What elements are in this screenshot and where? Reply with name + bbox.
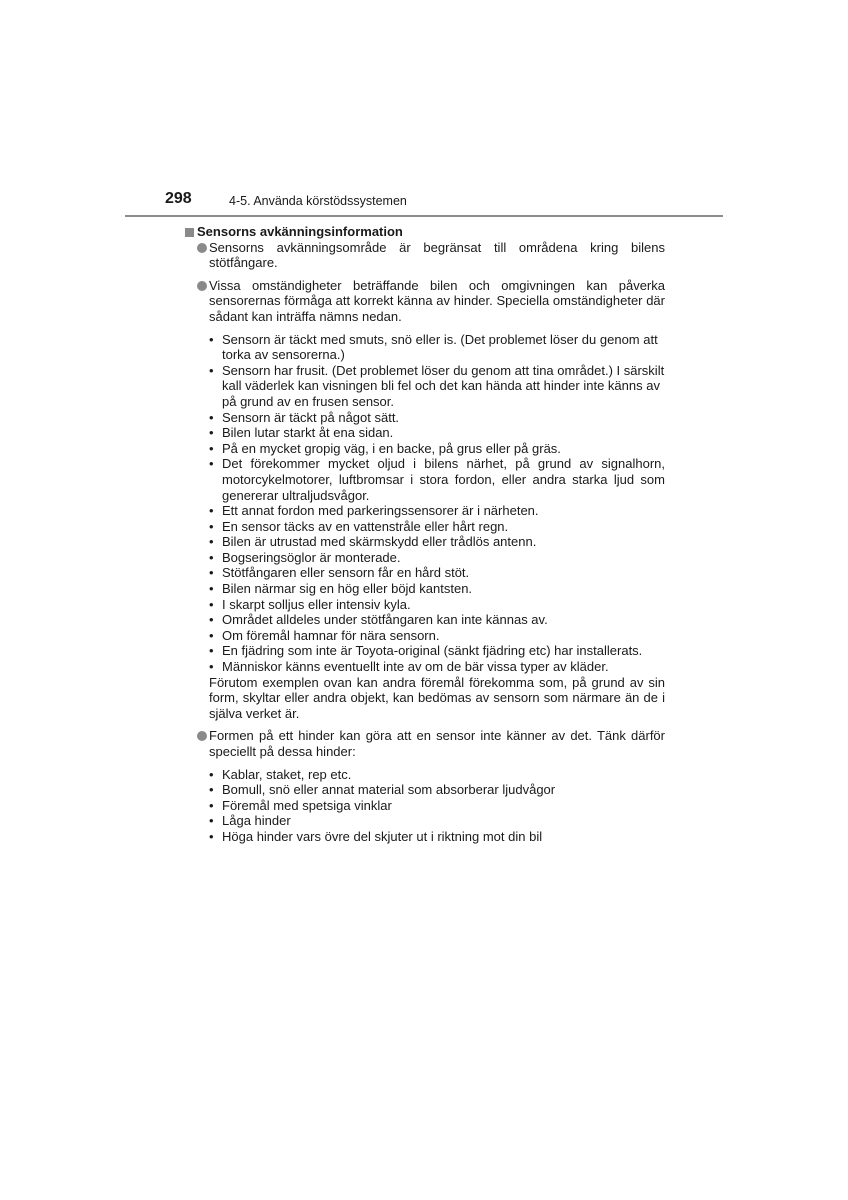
list-item: • Höga hinder vars övre del skjuter ut i riktning mot din bil	[209, 828, 543, 844]
square-bullet-icon	[185, 228, 194, 237]
dot-bullet-icon: •	[209, 425, 214, 441]
dot-bullet-icon: •	[209, 627, 214, 643]
dot-bullet-icon: •	[209, 612, 214, 628]
list-item: • Sensorn är täckt med smuts, snö eller is. (Det problemet löser du genom att torka av sensorerna.)	[209, 331, 658, 363]
dot-bullet-icon: •	[209, 565, 214, 581]
section-heading-text: Sensorns avkänningsinformation	[197, 224, 403, 239]
dot-bullet-icon: •	[209, 828, 214, 844]
circle-bullet-icon	[197, 731, 207, 741]
dot-bullet-icon: •	[209, 766, 214, 782]
page-number: 298	[165, 190, 192, 207]
list-item: • Bilen är utrustad med skärmskydd eller trådlös antenn.	[209, 534, 537, 550]
list-item: • Det förekommer mycket oljud i bilens närhet, på grund av signalhorn, motorcykelmotorer, luftbromsar i stora fordon, eller andra starka ljud som genererar ultraljudsvågor.	[209, 456, 665, 503]
list-item: • Om föremål hamnar för nära sensorn.	[209, 627, 440, 643]
list-item: • Människor känns eventuellt inte av om de bär vissa typer av kläder.	[209, 659, 609, 675]
dot-bullet-icon: •	[209, 518, 214, 534]
dot-bullet-icon: •	[209, 331, 214, 347]
list-item: • Bomull, snö eller annat material som absorberar ljudvågor	[209, 782, 556, 798]
dot-bullet-icon: •	[209, 797, 214, 813]
dot-bullet-icon: •	[209, 409, 214, 425]
circle-bullet-icon	[197, 281, 207, 291]
dot-bullet-icon: •	[209, 534, 214, 550]
list-item: • Bilen närmar sig en hög eller böjd kantsten.	[209, 581, 473, 597]
dot-bullet-icon: •	[209, 456, 214, 472]
list-item: • Sensorn är täckt på något sätt.	[209, 409, 400, 425]
dot-bullet-icon: •	[209, 440, 214, 456]
dot-bullet-icon: •	[209, 782, 214, 798]
circle-item-text: Vissa omständigheter beträffande bilen och omgivningen kan påverka sensorernas förmåga att korrekt känna av hinder. Speciella omständigheter där sådant kan inträffa nämns nedan.	[209, 277, 665, 324]
dot-bullet-icon: •	[209, 596, 214, 612]
header-divider	[125, 215, 723, 217]
list-item: • Sensorn har frusit. (Det problemet löser du genom att tina området.) I särskilt kall väderlek kan visningen bli fel och det kan hända att hinder inte känns av på grund av en frusen sensor.	[209, 362, 665, 409]
circle-list-item	[185, 728, 665, 759]
list-item: • Området alldeles under stötfångaren kan inte kännas av.	[209, 612, 548, 628]
bullet-list	[185, 767, 665, 845]
list-item: • Bogseringsöglor är monterade.	[209, 549, 401, 565]
list-item: • Bilen lutar starkt åt ena sidan.	[209, 425, 394, 441]
dot-bullet-icon: •	[209, 813, 214, 829]
dot-bullet-icon: •	[209, 581, 214, 597]
dot-bullet-icon: •	[209, 659, 214, 675]
list-item: • En fjädring som inte är Toyota-original (sänkt fjädring etc) har installerats.	[209, 643, 643, 659]
dot-bullet-icon: •	[209, 643, 214, 659]
list-item: • Låga hinder	[209, 813, 291, 829]
main-content	[185, 224, 665, 845]
section-title: 4-5. Använda körstödssystemen	[229, 194, 407, 208]
circle-item-text: Formen på ett hinder kan göra att en sensor inte känner av det. Tänk därför speciellt på dessa hinder:	[209, 728, 665, 759]
list-item: • En sensor täcks av en vattenstråle eller hårt regn.	[209, 518, 509, 534]
list-item: • Stötfångaren eller sensorn får en hård stöt.	[209, 565, 470, 581]
circle-bullet-icon	[197, 243, 207, 253]
circle-list-item	[185, 240, 665, 271]
section-heading	[185, 224, 665, 240]
circle-item-text: Sensorns avkänningsområde är begränsat till områdena kring bilens stötfångare.	[209, 239, 665, 271]
continuation-paragraph: Förutom exemplen ovan kan andra föremål förekomma som, på grund av sin form, skyltar eller andra objekt, kan bedömas av sensorn som närmare än de i själva verket är.	[209, 674, 665, 721]
circle-list-item	[185, 278, 665, 325]
dot-bullet-icon: •	[209, 362, 214, 378]
bullet-list	[185, 332, 665, 675]
list-item: • I skarpt solljus eller intensiv kyla.	[209, 596, 411, 612]
list-item: • Ett annat fordon med parkeringssensorer är i närheten.	[209, 503, 539, 519]
dot-bullet-icon: •	[209, 503, 214, 519]
dot-bullet-icon: •	[209, 549, 214, 565]
list-item: • Kablar, staket, rep etc.	[209, 766, 352, 782]
list-item: • Föremål med spetsiga vinklar	[209, 797, 392, 813]
list-item: • På en mycket gropig väg, i en backe, på grus eller på gräs.	[209, 440, 561, 456]
